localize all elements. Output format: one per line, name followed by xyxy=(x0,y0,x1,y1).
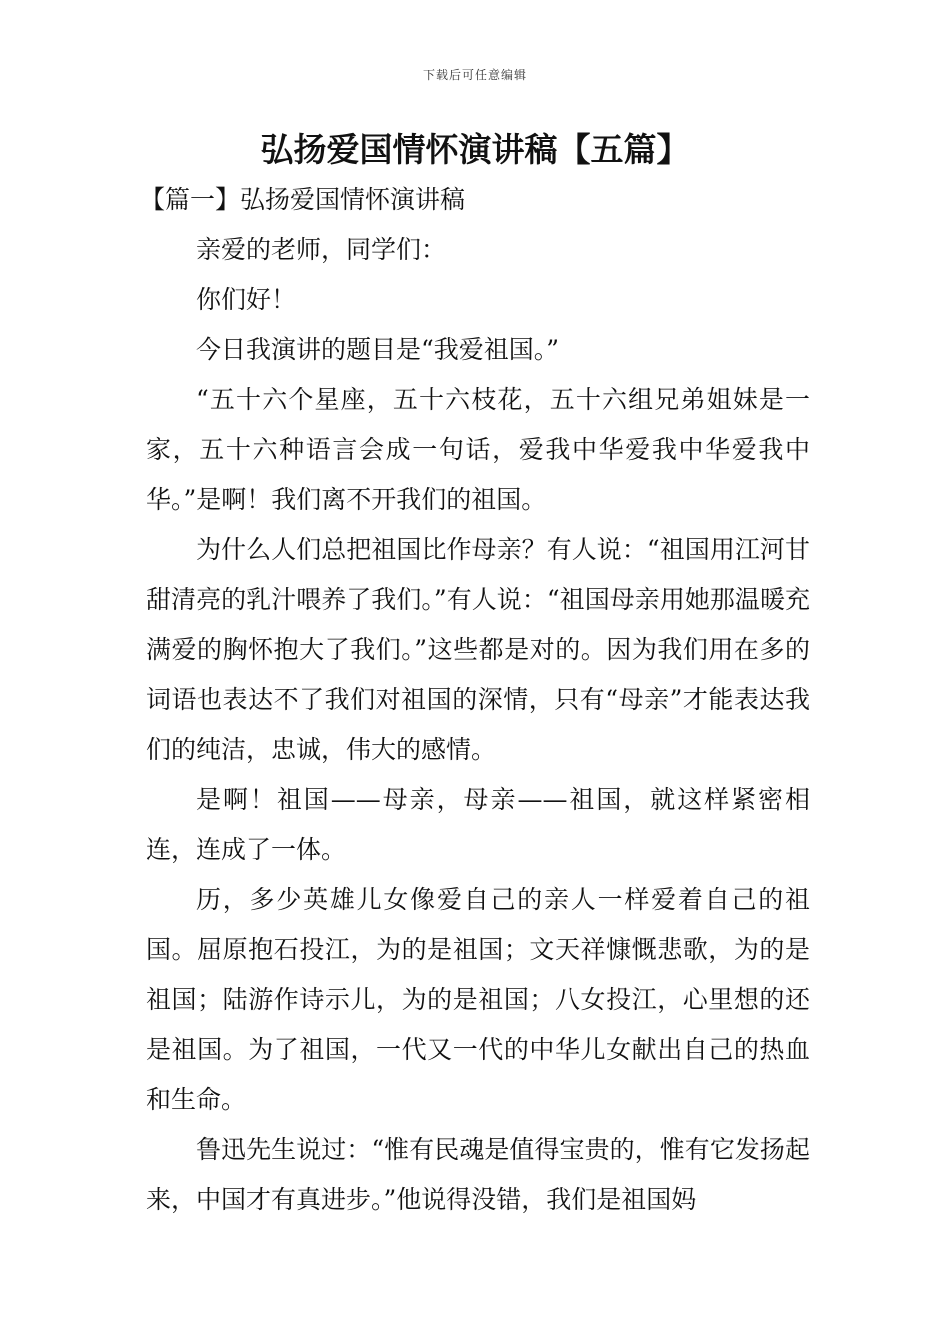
section-heading: 【篇一】弘扬爱国情怀演讲稿 xyxy=(140,185,466,214)
paragraph-heroes: 历，多少英雄儿女像爱自己的亲人一样爱着自己的祖国。屈原抱石投江，为的是祖国；文天祥慷慨悲歌，为的是祖国；陆游作诗示儿，为的是祖国；八女投江，心里想的还是祖国。为了祖国，一代又一代的中华儿女献出自己的热血和生命。 xyxy=(146,885,810,1114)
document-body xyxy=(146,225,810,1225)
paragraph-hello: 你们好！ xyxy=(196,285,297,314)
document-title: 弘扬爱国情怀演讲稿【五篇】 xyxy=(260,130,690,169)
paragraph-connected: 是啊！祖国——母亲，母亲——祖国，就这样紧密相连，连成了一体。 xyxy=(146,785,810,864)
paragraph-song-quote: “五十六个星座，五十六枝花，五十六组兄弟姐妹是一家，五十六种语言会成一句话，爱我中华爱我中华爱我中华。”是啊！我们离不开我们的祖国。 xyxy=(146,385,810,514)
paragraph-topic: 今日我演讲的题目是“我爱祖国。” xyxy=(196,335,560,364)
paragraph-greeting: 亲爱的老师，同学们： xyxy=(196,235,447,264)
header-note: 下载后可任意编辑 xyxy=(422,68,527,82)
paragraph-lu-xun: 鲁迅先生说过：“惟有民魂是值得宝贵的，惟有它发扬起来，中国才有真进步。”他说得没错，我们是祖国妈 xyxy=(146,1135,810,1214)
paragraph-mother-metaphor: 为什么人们总把祖国比作母亲？有人说：“祖国用江河甘甜清亮的乳汁喂养了我们。”有人说：“祖国母亲用她那温暖充满爱的胸怀抱大了我们。”这些都是对的。因为我们用在多的词语也表达不了我们对祖国的深情，只有“母亲”才能表达我们的纯洁，忠诚，伟大的感情。 xyxy=(146,535,810,764)
